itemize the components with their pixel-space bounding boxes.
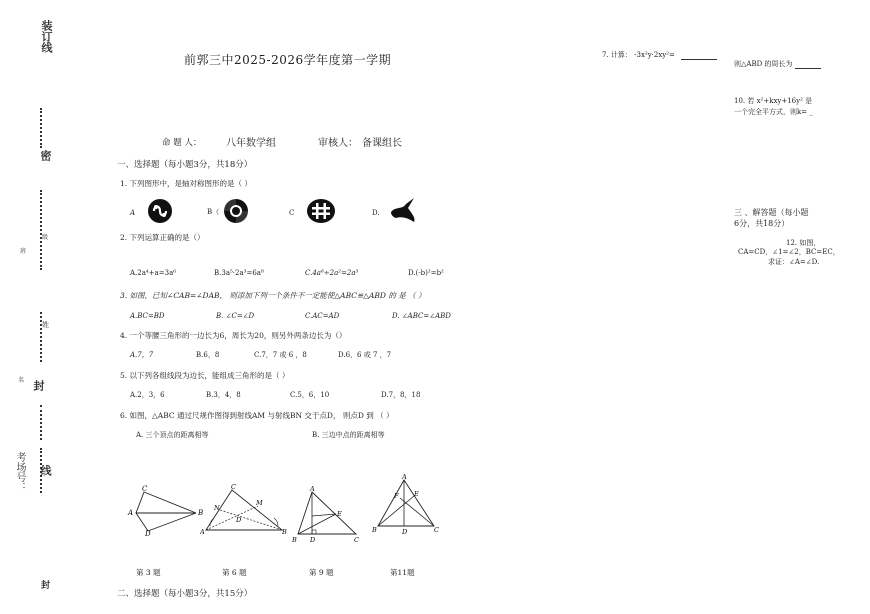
q2-option-d[interactable]: D.(-b)²=b² bbox=[408, 269, 444, 277]
q12-line2: CA=CD，∠1=∠2，BC=EC， bbox=[738, 248, 840, 256]
q3-option-b[interactable]: B. ∠C=∠D bbox=[216, 312, 255, 320]
q3-option-d[interactable]: D. ∠ABC=∠ABD bbox=[392, 312, 451, 320]
fig11-label-b: B bbox=[372, 526, 377, 534]
q3-option-c[interactable]: C.AC=AD bbox=[305, 312, 340, 320]
reviewer-label: 审核人： bbox=[318, 138, 358, 149]
fig11-label-a: A bbox=[402, 474, 407, 481]
figure-q9 bbox=[290, 486, 366, 544]
fig3-label-a: A bbox=[128, 509, 134, 517]
q1-label-a: A bbox=[130, 209, 136, 217]
fig11-label-c: C bbox=[434, 526, 439, 534]
q2-option-b[interactable]: B.3a⁵·2a³=6a⁸ bbox=[214, 269, 264, 277]
q5-option-c[interactable]: C.5，6，10 bbox=[290, 391, 330, 399]
fig3-label-c: C bbox=[142, 485, 148, 493]
fig9-label-e: E bbox=[337, 510, 342, 518]
q1-option-d-symbol[interactable] bbox=[388, 196, 418, 224]
setter-label: 命 题 人： bbox=[162, 138, 202, 148]
q7-tail-label: 则△ABD 的周长为 bbox=[734, 60, 793, 68]
section2-heading: 二、选择题（每小题3分，共15分） bbox=[117, 589, 253, 599]
q1-option-a-symbol[interactable] bbox=[146, 197, 174, 225]
q1-option-c-symbol[interactable] bbox=[306, 197, 336, 225]
fig6-label-c: C bbox=[231, 484, 236, 491]
binding-top-text: 装订线 bbox=[40, 20, 53, 53]
binding-small-a: 班 bbox=[20, 248, 27, 255]
fig11-label-f: F bbox=[394, 492, 399, 500]
caption-fig3: 第 3 题 bbox=[136, 568, 161, 577]
q4-option-d[interactable]: D.6，6 或 7 ，7 bbox=[338, 351, 392, 359]
fig9-label-b: B bbox=[292, 536, 297, 544]
q12-line1: 12. 如图， bbox=[786, 239, 821, 247]
binding-dots-4 bbox=[40, 405, 42, 440]
section3-heading-line2: 6分，共18分） bbox=[734, 219, 790, 228]
q10-line1: 10. 若 x²+kxy+16y² 是 bbox=[734, 97, 813, 105]
q4-option-c[interactable]: C.7，7 或 6 ，8 bbox=[254, 351, 307, 359]
figure-q11 bbox=[372, 474, 442, 536]
q1-label-b: B（ bbox=[207, 208, 220, 216]
fig9-label-a: A bbox=[310, 486, 315, 493]
binding-dots-2 bbox=[40, 190, 42, 270]
fig6-label-m: M bbox=[256, 499, 263, 507]
q10-line2: 一个完全平方式，则k= _ bbox=[734, 108, 813, 116]
binding-feng-char: 封 bbox=[32, 380, 45, 391]
fig3-label-d: D bbox=[145, 530, 151, 536]
q2-text: 2. 下列运算正确的是（） bbox=[120, 233, 205, 242]
fig6-label-d: D bbox=[236, 516, 242, 524]
binding-bottom-char: 封 bbox=[39, 580, 49, 589]
q7-text bbox=[602, 50, 717, 60]
q2-option-c[interactable]: C.4a⁶÷2a²=2a³ bbox=[305, 269, 359, 277]
figure-q6 bbox=[200, 484, 288, 536]
q3-option-a[interactable]: A.BC=BD bbox=[130, 312, 165, 320]
q2-option-a[interactable]: A.2a⁴+a=3a⁶ bbox=[130, 269, 177, 277]
exam-number-label: 考场号： bbox=[14, 452, 25, 492]
q1-text: 1. 下列图形中，是轴对称图形的是（ ） bbox=[120, 179, 252, 188]
caption-fig9: 第 9 题 bbox=[309, 568, 334, 577]
q1-label-c: C bbox=[289, 209, 295, 217]
q7-tail-text bbox=[734, 59, 821, 69]
q7-tail-blank[interactable] bbox=[795, 68, 821, 69]
q7-answer-blank[interactable] bbox=[681, 59, 717, 60]
reviewer-name: 备课组长 bbox=[362, 138, 402, 149]
q3-text: 3. 如图，已知∠CAB=∠DAB， 则添加下列一个条件不一定能使△ABC≌△ABD 的 是 （ ） bbox=[120, 291, 426, 300]
q5-option-b[interactable]: B.3，4，8 bbox=[206, 391, 241, 399]
binding-dots-1 bbox=[40, 108, 42, 148]
binding-small-c: 姓 bbox=[42, 321, 49, 329]
fig9-label-c: C bbox=[354, 536, 359, 544]
exam-title: 前郭三中2025-2026学年度第一学期 bbox=[184, 53, 392, 67]
q1-option-b-symbol[interactable] bbox=[221, 196, 251, 226]
fig11-label-d: D bbox=[402, 528, 408, 536]
caption-fig6: 第 6 题 bbox=[222, 568, 247, 577]
q4-text: 4. 一个等腰三角形的一边长为6，周长为20，则另外两条边长为（） bbox=[120, 331, 347, 340]
section1-heading: 一、选择题（每小题3分，共18分） bbox=[117, 160, 253, 170]
binding-line-char: 线 bbox=[39, 465, 52, 476]
fig3-label-b: B bbox=[198, 509, 204, 517]
q6-option-a[interactable]: A. 三个顶点的距离相等 bbox=[136, 431, 209, 439]
q5-option-a[interactable]: A.2，3，6 bbox=[130, 391, 165, 399]
q12-line3: 求证：∠A=∠D. bbox=[768, 258, 820, 266]
q4-option-b[interactable]: B.6，8 bbox=[196, 351, 220, 359]
q6-option-b[interactable]: B. 三边中点的距离相等 bbox=[312, 431, 385, 439]
caption-fig11: 第11题 bbox=[390, 568, 415, 577]
setter-name: 八年数学组 bbox=[226, 138, 276, 149]
binding-small-b: 级 bbox=[42, 234, 49, 241]
fig6-label-b: B bbox=[282, 528, 287, 536]
q5-text: 5. 以下列各组线段为边长，能组成三角形的是（ ） bbox=[120, 371, 290, 380]
q7-expression: 7. 计算： -3x²y·2xy²= bbox=[602, 51, 675, 59]
fig11-label-e: E bbox=[414, 490, 419, 498]
q4-option-a[interactable]: A.7，7 bbox=[130, 351, 154, 359]
binding-seal-char: 密 bbox=[39, 150, 52, 161]
q1-label-d: D. bbox=[372, 209, 380, 217]
figure-q3 bbox=[122, 484, 208, 536]
q6-text: 6. 如图，△ABC 通过尺规作图得到射线AM 与射线BN 交于点D， 则点D 到 （ ） bbox=[120, 411, 394, 420]
binding-small-d: 名 bbox=[18, 377, 25, 384]
q5-option-d[interactable]: D.7，8，18 bbox=[381, 391, 421, 399]
section3-heading-line1: 三 、解答题（每小题 bbox=[734, 208, 809, 217]
fig6-label-n: N bbox=[214, 504, 220, 512]
fig6-label-a: A bbox=[200, 528, 205, 536]
fig9-label-d: D bbox=[310, 536, 316, 544]
